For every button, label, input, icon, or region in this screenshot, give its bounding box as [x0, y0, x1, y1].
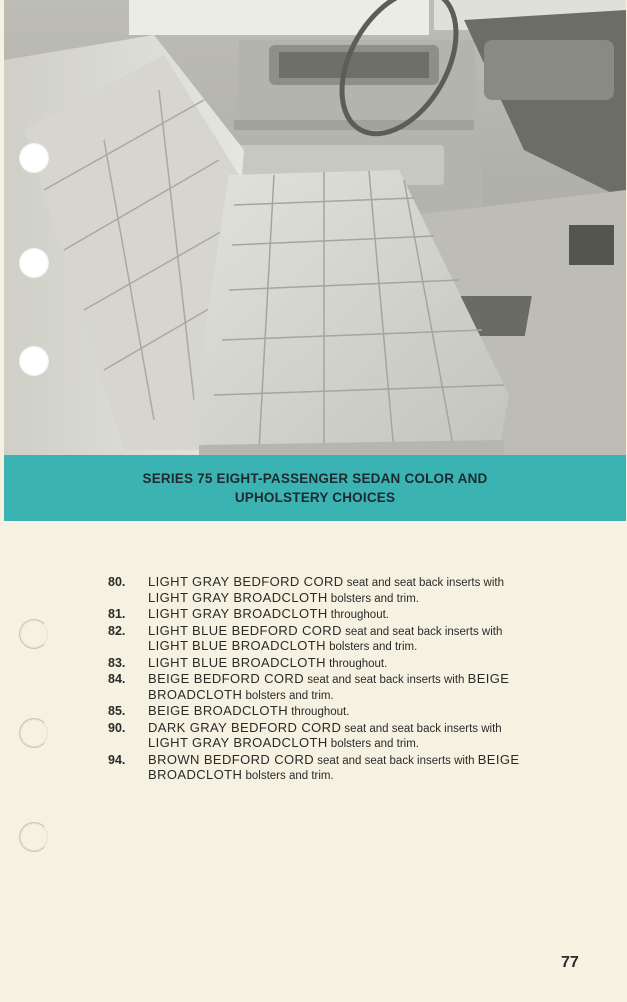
option-description	[148, 624, 528, 655]
option-number: 80.	[108, 575, 126, 589]
interior-photo-illustration	[4, 0, 626, 455]
option-detail: bolsters and trim.	[242, 770, 334, 782]
option-number: 94.	[108, 752, 126, 767]
option-number: 85.	[108, 704, 126, 718]
upholstery-options-list	[108, 575, 528, 785]
interior-photo	[4, 0, 626, 455]
binder-hole	[19, 346, 49, 376]
option-detail: seat and seat back inserts with	[314, 754, 478, 767]
option-number: 90.	[108, 720, 126, 735]
fabric-name: BEIGE BROADCLOTH	[148, 751, 520, 782]
upholstery-option	[108, 656, 528, 672]
option-number: 82.	[108, 623, 126, 638]
section-banner	[4, 455, 626, 521]
fabric-name: LIGHT GRAY BEDFORD CORD	[148, 574, 344, 589]
fabric-name: LIGHT GRAY BROADCLOTH	[148, 606, 328, 621]
binder-hole-outline	[19, 822, 49, 852]
option-detail: bolsters and trim.	[325, 641, 418, 653]
fabric-name: BEIGE BROADCLOTH	[148, 703, 289, 718]
upholstery-option	[108, 607, 528, 623]
binder-hole	[19, 248, 49, 278]
option-description	[148, 672, 528, 703]
upholstery-option	[108, 753, 528, 784]
page-number: 77	[561, 954, 579, 971]
option-description	[148, 656, 528, 672]
fabric-name: BEIGE BEDFORD CORD	[148, 671, 304, 686]
option-number: 81.	[108, 607, 126, 621]
option-number: 83.	[108, 655, 126, 670]
option-detail: seat and seat back inserts with	[304, 674, 468, 686]
option-detail: seat and seat back inserts with	[343, 577, 505, 589]
fabric-name: LIGHT GRAY BROADCLOTH	[148, 589, 328, 605]
binder-hole-outline	[19, 619, 49, 649]
option-description	[148, 721, 528, 752]
upholstery-option	[108, 704, 528, 720]
fabric-name: LIGHT BLUE BROADCLOTH	[148, 638, 326, 653]
upholstery-option	[108, 672, 528, 703]
option-description	[148, 607, 528, 623]
banner-title-line-1: SERIES 75 EIGHT-PASSENGER SEDAN COLOR AND	[142, 471, 488, 486]
option-number: 84.	[108, 672, 126, 686]
option-detail: seat and seat back inserts with	[341, 625, 503, 638]
upholstery-option	[108, 624, 528, 655]
binder-hole-outline	[19, 718, 49, 748]
option-detail: bolsters and trim.	[327, 592, 420, 605]
option-detail: bolsters and trim.	[327, 738, 420, 750]
option-description	[148, 575, 528, 606]
fabric-name: LIGHT GRAY BROADCLOTH	[148, 735, 328, 750]
fabric-name: LIGHT BLUE BEDFORD CORD	[148, 622, 342, 638]
fabric-name: BEIGE BROADCLOTH	[148, 671, 510, 702]
option-detail: throughout.	[325, 657, 388, 670]
banner-title-line-2: UPHOLSTERY CHOICES	[234, 490, 396, 505]
option-detail: bolsters and trim.	[242, 689, 334, 702]
upholstery-option	[108, 575, 528, 606]
fabric-name: DARK GRAY BEDFORD CORD	[148, 719, 342, 735]
option-detail: throughout.	[288, 706, 350, 718]
option-detail: seat and seat back inserts with	[341, 722, 502, 735]
binder-hole	[19, 143, 49, 173]
fabric-name: BROWN BEDFORD CORD	[148, 751, 315, 767]
option-detail: throughout.	[327, 609, 389, 621]
upholstery-option	[108, 721, 528, 752]
option-description	[148, 704, 528, 720]
option-description	[148, 753, 528, 784]
fabric-name: LIGHT BLUE BROADCLOTH	[148, 654, 326, 670]
